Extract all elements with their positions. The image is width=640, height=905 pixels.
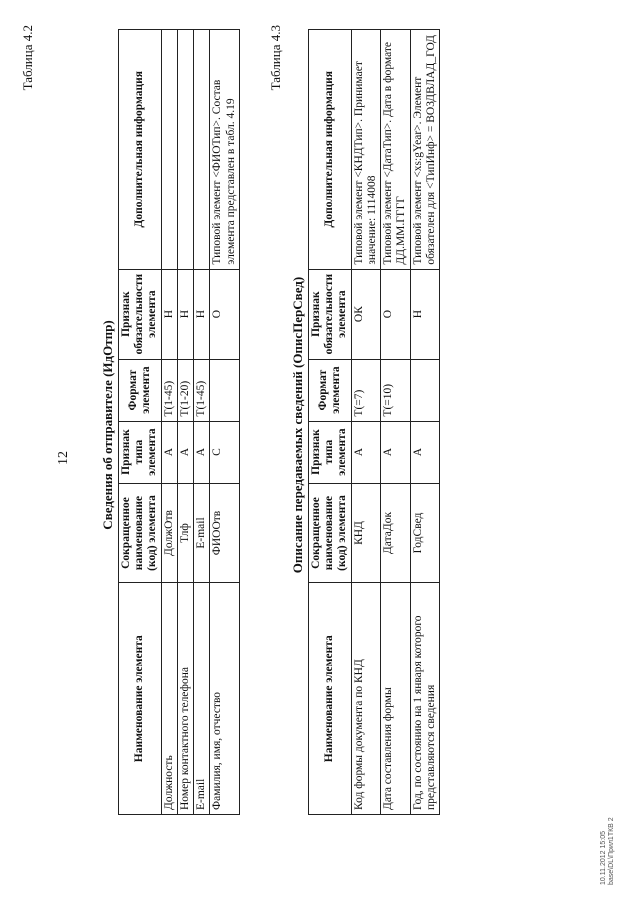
cell-type: А: [161, 421, 177, 483]
cell-req: О: [381, 269, 410, 359]
cell-code: КНД: [351, 483, 380, 583]
cell-name: E-mail: [194, 583, 210, 815]
cell-info: [161, 30, 177, 270]
cell-code: E-mail: [194, 483, 210, 583]
table-2-header: Формат элемента: [309, 359, 352, 421]
cell-format: T(1-45): [161, 359, 177, 421]
cell-format: T(1-20): [177, 359, 193, 421]
table-2-header-row: [309, 30, 352, 815]
table-2-header: Наименование элемента: [309, 583, 352, 815]
footnote: [600, 817, 617, 885]
cell-code: ДолжОтв: [161, 483, 177, 583]
table-2-number: Таблица 4.3: [268, 25, 283, 91]
cell-code: ДатаДок: [381, 483, 410, 583]
cell-format: [210, 359, 239, 421]
table-row: [210, 30, 239, 815]
table-row: [177, 30, 193, 815]
cell-req: О: [210, 269, 239, 359]
page-number: 12: [56, 451, 71, 465]
table-row: [381, 30, 410, 815]
cell-name: Дата составления формы: [381, 583, 410, 815]
cell-req: ОК: [351, 269, 380, 359]
cell-type: А: [177, 421, 193, 483]
table-2-title: Описание передаваемых сведений (ОписПерСвед): [290, 276, 305, 574]
cell-info: Типовой элемент <ФИОТип>. Состав элемента представлен в табл. 4.19: [210, 30, 239, 270]
table-2-header: Сокращенное наименование (код) элемента: [309, 483, 352, 583]
table-1-header: Признак обязательности элемента: [119, 269, 162, 359]
cell-info: Типовой элемент <КНДТип>. Принимает значение: 1114008: [351, 30, 380, 270]
cell-info: Типовой элемент <ДатаТип>. Дата в формате ДД.ММ.ГГГГ: [381, 30, 410, 270]
cell-format: T(=10): [381, 359, 410, 421]
table-1-header: Формат элемента: [119, 359, 162, 421]
cell-info: Типовой элемент <xs:gYear>. Элемент обязателен для <ТипИнф> = ВОЗДВЛАД_ГОД: [410, 30, 439, 270]
table-1-title: Сведения об отправителе (ИдОтпр): [100, 320, 115, 530]
table-row: [351, 30, 380, 815]
cell-code: ФИООтв: [210, 483, 239, 583]
cell-type: А: [410, 421, 439, 483]
table-1-header-row: [119, 30, 162, 815]
cell-type: А: [351, 421, 380, 483]
table-1-header: Наименование элемента: [119, 583, 162, 815]
table-row: [194, 30, 210, 815]
table-1-header: Признак типа элемента: [119, 421, 162, 483]
table-row: [161, 30, 177, 815]
cell-name: Номер контактного телефона: [177, 583, 193, 815]
table-row: [410, 30, 439, 815]
cell-code: Тлф: [177, 483, 193, 583]
cell-format: T(1-45): [194, 359, 210, 421]
table-1-number: Таблица 4.2: [20, 25, 35, 91]
cell-name: Код формы документа по КНД: [351, 583, 380, 815]
footnote-line: 10.11.2012 15:05: [600, 831, 607, 885]
table-2-header: Признак типа элемента: [309, 421, 352, 483]
cell-type: С: [210, 421, 239, 483]
cell-name: Год, по состоянию на 1 января которого представляются сведения: [410, 583, 439, 815]
cell-req: Н: [161, 269, 177, 359]
table-1: [118, 29, 240, 815]
cell-format: [410, 359, 439, 421]
cell-info: [194, 30, 210, 270]
footnote-line: base\DL\Прил1ТКВ 2: [608, 817, 616, 885]
cell-req: Н: [194, 269, 210, 359]
cell-info: [177, 30, 193, 270]
cell-format: T(=7): [351, 359, 380, 421]
table-2: [308, 29, 440, 815]
cell-req: Н: [410, 269, 439, 359]
table-2-header: Признак обязательности элемента: [309, 269, 352, 359]
cell-name: Фамилия, имя, отчество: [210, 583, 239, 815]
cell-req: Н: [177, 269, 193, 359]
cell-type: А: [381, 421, 410, 483]
table-1-header: Дополнительная информация: [119, 30, 162, 270]
cell-type: А: [194, 421, 210, 483]
cell-code: ГодСвед: [410, 483, 439, 583]
table-1-header: Сокращенное наименование (код) элемента: [119, 483, 162, 583]
cell-name: Должность: [161, 583, 177, 815]
table-2-header: Дополнительная информация: [309, 30, 352, 270]
